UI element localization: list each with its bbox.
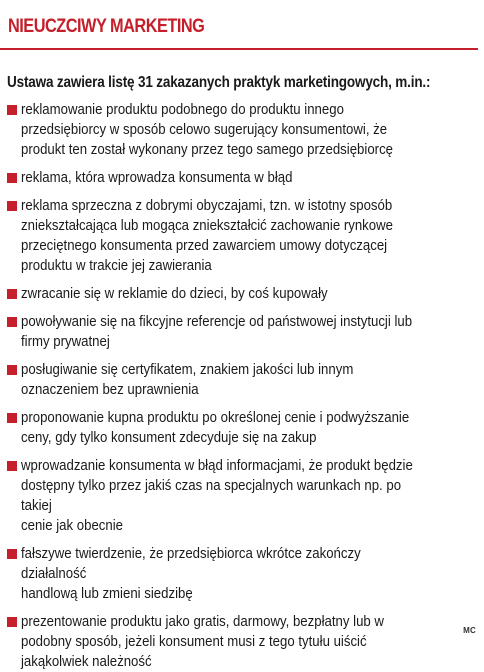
- intro-text: Ustawa zawiera listę 31 zakazanych praktyk marketingowych, m.in.:: [7, 74, 431, 91]
- list-item: [7, 100, 477, 160]
- square-bullet-icon: [7, 617, 17, 627]
- square-bullet-icon: [7, 173, 17, 183]
- list-item-text: proponowanie kupna produktu po określonej cenie i podwyższanie ceny, gdy tylko konsument zdecyduje się na zakup: [21, 409, 410, 446]
- square-bullet-icon: [7, 317, 17, 327]
- list-item: [7, 168, 477, 188]
- list-item: [7, 456, 477, 536]
- list-item: [7, 408, 477, 448]
- header: [0, 0, 484, 46]
- list-item-text: fałszywe twierdzenie, że przedsiębiorca wkrótce zakończy działalność handlową lub zmieni siedzibę: [21, 545, 361, 602]
- title-divider: [0, 48, 478, 50]
- list-item-text: prezentowanie produktu jako gratis, darmowy, bezpłatny lub w podobny sposób, jeżeli konsument musi z tego tytułu uiścić jakąkolwiek należność: [21, 613, 384, 670]
- list-item-text: zwracanie się w reklamie do dzieci, by coś kupowały: [21, 285, 328, 302]
- square-bullet-icon: [7, 289, 17, 299]
- list-item-text: reklama sprzeczna z dobrymi obyczajami, tzn. w istotny sposób zniekształcająca lub mogąca zniekształcić zachowanie rynkowe przeciętnego konsumenta przed zawarciem umowy dotyczącej produktu w trakcie jej zawierania: [21, 197, 393, 274]
- page-title: NIEUCZCIWY MARKETING: [8, 16, 205, 37]
- author-credit: MC: [463, 626, 476, 635]
- list-item: [7, 612, 477, 672]
- square-bullet-icon: [7, 461, 17, 471]
- square-bullet-icon: [7, 105, 17, 115]
- list-item: [7, 312, 477, 352]
- list-item-text: reklamowanie produktu podobnego do produktu innego przedsiębiorcy w sposób celowo sugerujący konsumentowi, że produkt ten został wykonany przez tego samego przedsiębiorcę: [21, 101, 394, 158]
- list-item: [7, 544, 477, 604]
- practices-list: [7, 100, 477, 672]
- list-item: [7, 360, 477, 400]
- square-bullet-icon: [7, 365, 17, 375]
- square-bullet-icon: [7, 549, 17, 559]
- list-item: [7, 196, 477, 276]
- square-bullet-icon: [7, 413, 17, 423]
- list-item: [7, 284, 477, 304]
- list-item-text: reklama, która wprowadza konsumenta w błąd: [21, 169, 293, 186]
- list-item-text: wprowadzanie konsumenta w błąd informacjami, że produkt będzie dostępny tylko przez jakiś czas na specjalnych warunkach np. po takiej cenie jak obecnie: [21, 457, 413, 534]
- list-item-text: posługiwanie się certyfikatem, znakiem jakości lub innym oznaczeniem bez uprawnienia: [21, 361, 354, 398]
- list-item-text: powoływanie się na fikcyjne referencje od państwowej instytucji lub firmy prywatnej: [21, 313, 413, 350]
- square-bullet-icon: [7, 201, 17, 211]
